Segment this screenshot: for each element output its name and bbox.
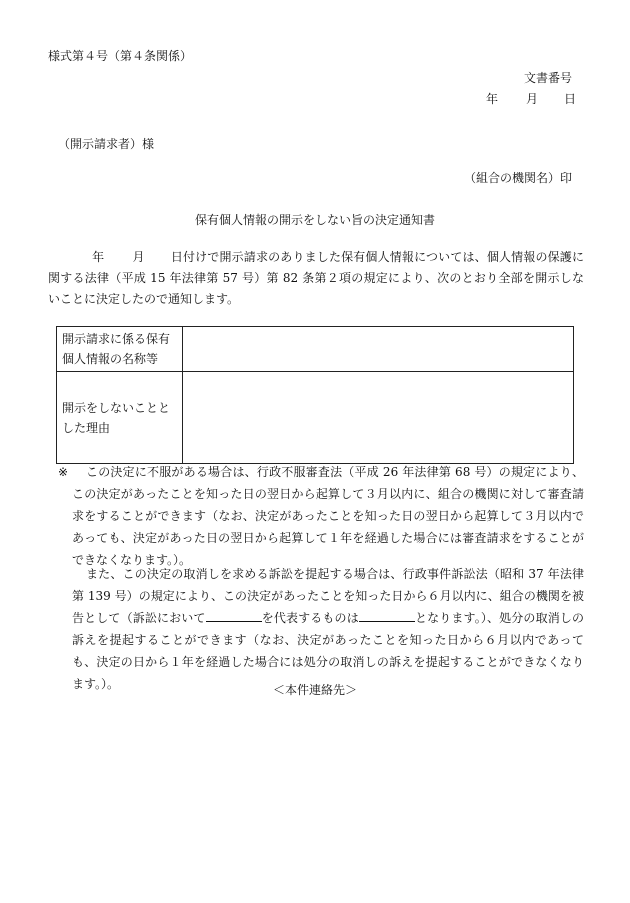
date-day: 日 bbox=[564, 92, 577, 106]
table-row bbox=[57, 372, 574, 464]
table-label-info-name: 開示請求に係る保有個人情報の名称等 bbox=[57, 327, 183, 372]
document-title: 保有個人情報の開示をしない旨の決定通知書 bbox=[194, 213, 435, 227]
info-table bbox=[56, 326, 574, 464]
note2-part-b: を代表するものは bbox=[261, 611, 359, 625]
intro-paragraph bbox=[48, 247, 584, 310]
note2-part-c: となります。）、処分の取消しの訴えを提起することができます（なお、決定があったことを知った日から６月以内であっても、決定の日から１年を経過した場合には処分の取消しの訴えを提起することができなくなります。）。 bbox=[72, 611, 584, 691]
date-month: 月 bbox=[526, 92, 539, 106]
note-paragraph-2 bbox=[72, 563, 584, 695]
sender-seal: （組合の機関名）印 bbox=[463, 171, 572, 185]
date-line bbox=[486, 91, 576, 107]
contact-heading: ＜本件連絡先＞ bbox=[272, 683, 357, 697]
table-value-reason bbox=[183, 372, 574, 464]
intro-month: 月 bbox=[132, 250, 145, 264]
blank-field-2 bbox=[359, 607, 415, 622]
note-mark: ※ bbox=[58, 465, 69, 479]
document-number-label: 文書番号 bbox=[523, 71, 572, 85]
table-value-info-name bbox=[183, 327, 574, 372]
blank-field-1 bbox=[206, 607, 262, 622]
recipient: （開示請求者）様 bbox=[58, 137, 155, 151]
table-row bbox=[57, 327, 574, 372]
table-label-reason: 開示をしないこととした理由 bbox=[57, 372, 183, 464]
intro-year: 年 bbox=[92, 250, 105, 264]
intro-text: 日付けで開示請求のありました保有個人情報については、個人情報の保護に関する法律（平成 15 年法律第 57 号）第 82 条第２項の規定により、次のとおり全部を開示しないことに決定したので通知します。 bbox=[48, 250, 584, 306]
form-number: 様式第４号（第４条関係） bbox=[48, 49, 193, 63]
note2-part-a: また、この決定の取消しを求める訴訟を提起する場合は、行政事件訴訟法（昭和 37 年法律第 139 号）の規定により、この決定があったことを知った日から６月以内に、組合の機関を被告として（訴訟において bbox=[72, 567, 584, 625]
date-year: 年 bbox=[486, 92, 499, 106]
note-paragraph-1: この決定に不服がある場合は、行政不服審査法（平成 26 年法律第 68 号）の規定により、この決定があったことを知った日の翌日から起算して３月以内に、組合の機関に対して審査請求をすることができます（なお、決定があったことを知った日の翌日から起算して３月以内であっても、決定があった日の翌日から起算して１年を経過した場合には審査請求をすることができなくなります。）。 bbox=[72, 465, 584, 567]
